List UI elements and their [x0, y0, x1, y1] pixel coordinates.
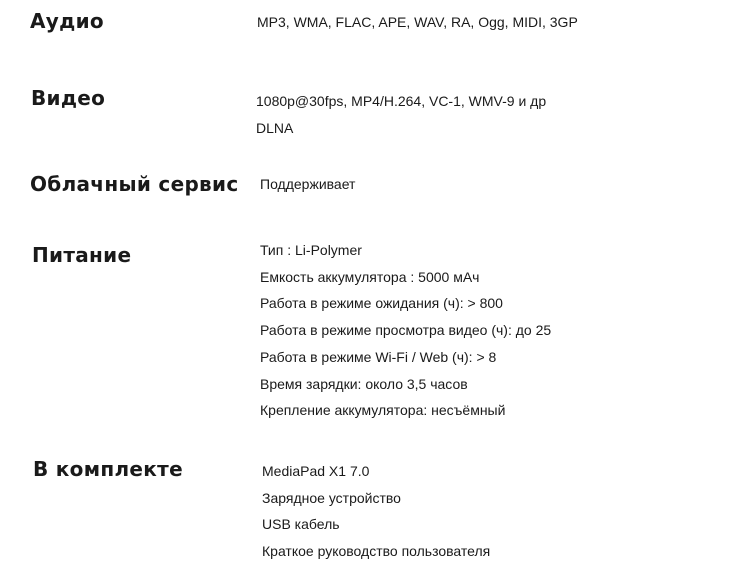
spec-line: Краткое руководство пользователя	[262, 543, 491, 560]
spec-line: Работа в режиме просмотра видео (ч): до 25	[260, 322, 552, 339]
spec-line: Работа в режиме ожидания (ч): > 800	[260, 295, 503, 312]
spec-line: Крепление аккумулятора: несъёмный	[260, 402, 506, 419]
section-title-audio: Аудио	[30, 9, 104, 33]
spec-line: 1080p@30fps, MP4/H.264, VC-1, WMV-9 и др	[256, 93, 547, 109]
section-title-video: Видео	[31, 86, 106, 110]
section-title-power: Питание	[32, 243, 132, 267]
spec-line: Зарядное устройство	[262, 489, 401, 506]
spec-line: USB кабель	[262, 516, 340, 533]
spec-list-package	[262, 458, 490, 565]
section-title-package: В комплекте	[33, 457, 183, 481]
spec-line: Тип : Li-Polymer	[260, 242, 362, 258]
spec-list-audio	[257, 9, 578, 36]
spec-line: Емкость аккумулятора : 5000 мАч	[260, 268, 480, 285]
spec-list-video	[256, 88, 546, 141]
spec-line: DLNA	[256, 119, 294, 136]
spec-line: MP3, WMA, FLAC, APE, WAV, RA, Ogg, MIDI, 3GP	[257, 14, 578, 30]
section-title-cloud: Облачный сервис	[30, 172, 239, 196]
spec-line: Поддерживает	[260, 176, 356, 192]
spec-list-cloud	[260, 171, 355, 198]
spec-line: Время зарядки: около 3,5 часов	[260, 375, 468, 392]
spec-list-power	[260, 237, 551, 424]
spec-line: Работа в режиме Wi-Fi / Web (ч): > 8	[260, 348, 497, 365]
spec-line: MediaPad X1 7.0	[262, 463, 370, 479]
